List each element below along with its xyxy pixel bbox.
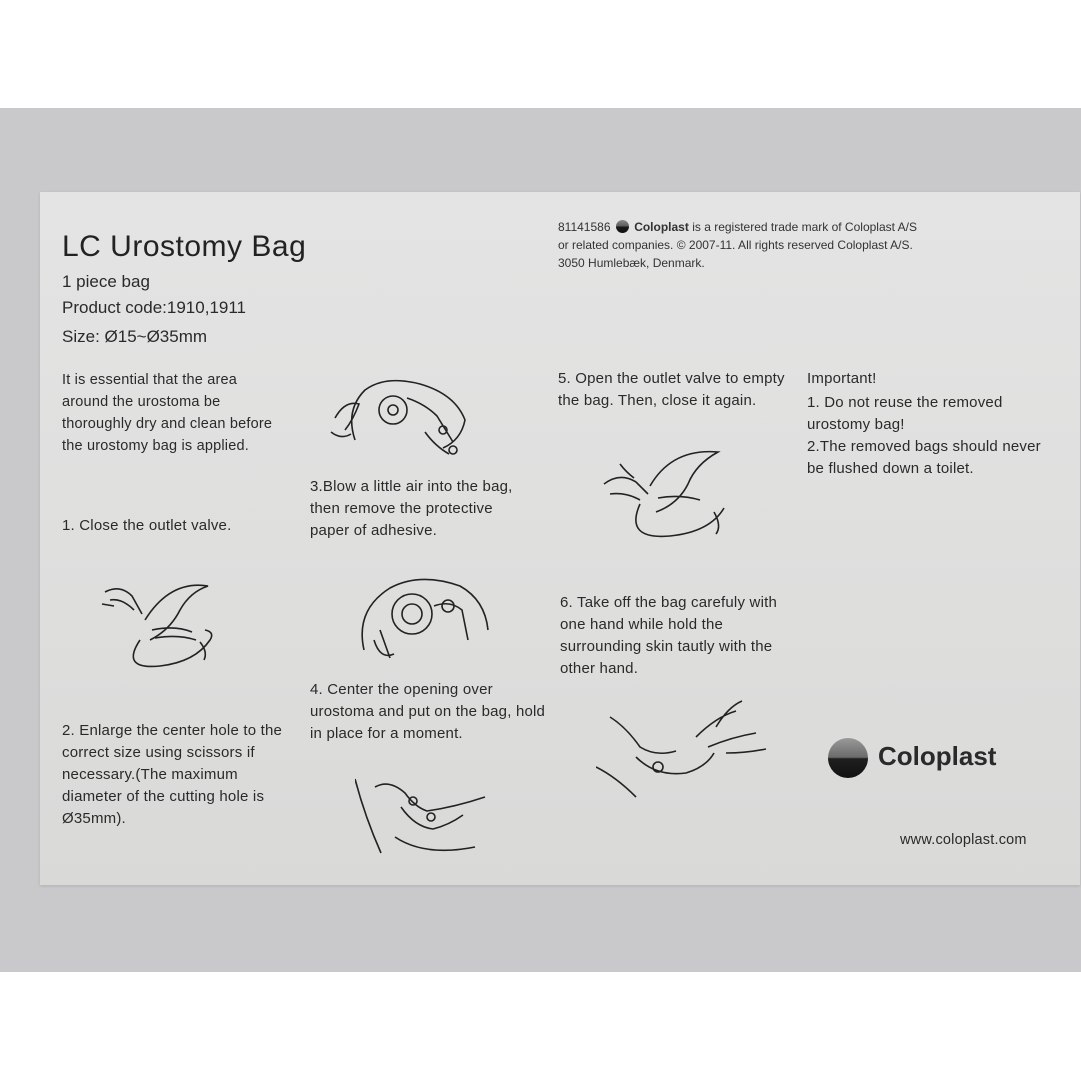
step-2-text: 2. Enlarge the center hole to the correct size using scissors if necessary.(The maximum diameter of the cutting hole is Ø35mm). <box>62 722 283 827</box>
step-3-illustration <box>325 370 475 462</box>
header-code: 81141586 <box>558 220 611 234</box>
important-item-1: 1. Do not reuse the removed urostomy bag! <box>807 394 1003 433</box>
intro-text: It is essential that the area around the urostoma be thoroughly dry and clean before the urostomy bag is applied. <box>62 372 273 454</box>
product-size: Size: Ø15~Ø35mm <box>62 327 208 346</box>
step-3-text: 3.Blow a little air into the bag, then remove the protective paper of adhesive. <box>310 478 513 539</box>
step-5-text: 5. Open the outlet valve to empty the bag. Then, close it again. <box>558 370 785 409</box>
product-title: LC Urostomy Bag <box>62 230 307 263</box>
step-4-illustration <box>350 570 495 665</box>
product-code: Product code:1910,1911 <box>62 298 246 317</box>
important-heading: Important! <box>807 370 877 387</box>
header-line2: or related companies. © 2007-11. All rights reserved Coloplast A/S. <box>558 238 913 252</box>
header-line3: 3050 Humlebæk, Denmark. <box>558 256 705 270</box>
step-4b-illustration <box>355 767 490 859</box>
trademark-notice <box>558 218 1038 272</box>
coloplast-logo <box>828 737 1048 781</box>
step-1-text: 1. Close the outlet valve. <box>62 517 232 534</box>
coloplast-logo-icon <box>828 738 868 778</box>
step-6-illustration <box>596 697 776 802</box>
important-item-2: 2.The removed bags should never be flushed down a toilet. <box>807 438 1041 477</box>
step-1-illustration <box>100 570 220 670</box>
product-subtitle: 1 piece bag <box>62 272 150 291</box>
step-5-illustration <box>600 442 735 542</box>
website-url: www.coloplast.com <box>900 832 1027 848</box>
instruction-sheet <box>40 192 1080 885</box>
coloplast-mini-logo-icon <box>616 220 629 233</box>
step-4-text: 4. Center the opening over urostoma and put on the bag, hold in place for a moment. <box>310 681 546 742</box>
header-line1: is a registered trade mark of Coloplast A/S <box>692 220 917 234</box>
header-brand: Coloplast <box>634 220 689 234</box>
coloplast-logo-text: Coloplast <box>878 741 997 771</box>
step-6-text: 6. Take off the bag carefuly with one hand while hold the surrounding skin tautly with the other hand. <box>560 594 778 677</box>
